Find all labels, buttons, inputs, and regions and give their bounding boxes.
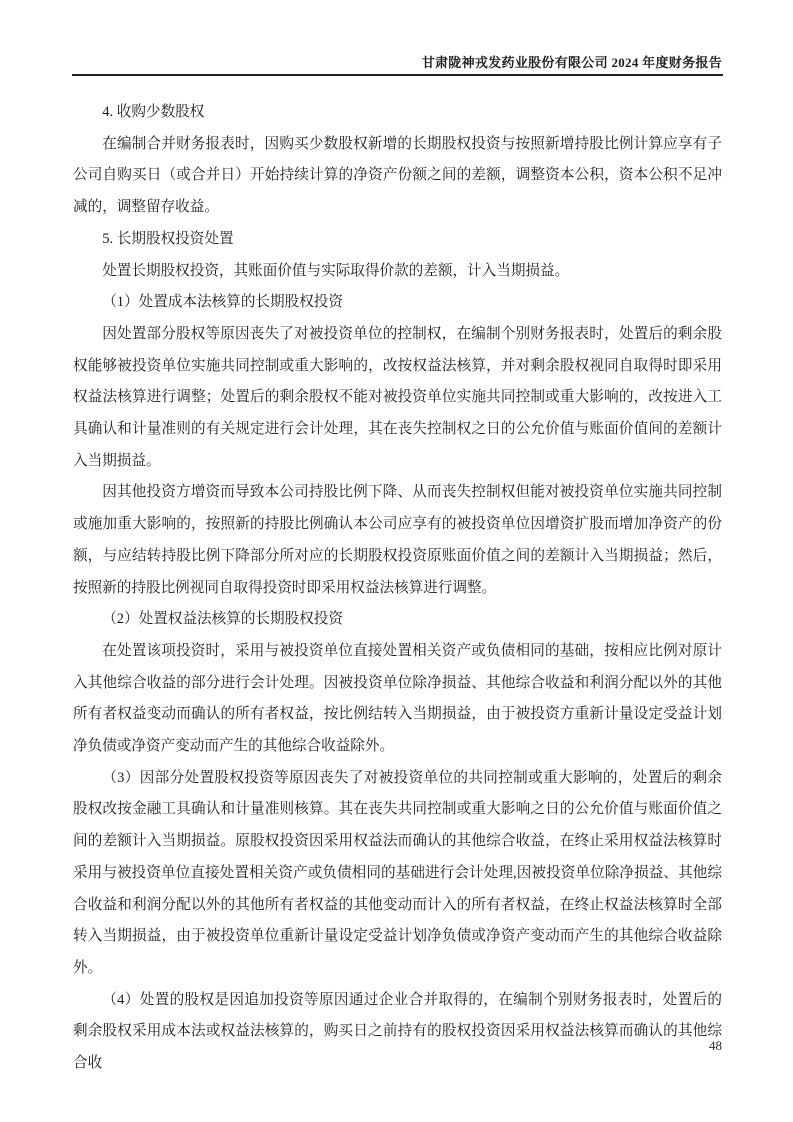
paragraph-joint-control-loss: （3）因部分处置股权投资等原因丧失了对被投资单位的共同控制或重大影响的，处置后的剩余股权改按金融工具确认和计量准则核算。其在丧失共同控制或重大影响之日的公允价值与账面价值之间的差额计入当期损益。原股权投资因采用权益法而确认的其他综合收益，在终止采用权益法核算时采用与被投资单位直接处置相关资产或负债相同的基础进行会计处理,因被投资单位除净损益、其他综合收益和利润分配以外的其他所有者权益的其他变动而计入的所有者权益，在终止权益法核算时全部转入当期损益，由于被投资单位重新计量设定受益计划净负债或净资产变动而产生的其他综合收益除外。 bbox=[73, 769, 722, 976]
subsection-heading-cost-method: （1）处置成本法核算的长期股权投资 bbox=[102, 294, 343, 311]
paragraph-cost-method-control-loss: 因处置部分股权等原因丧失了对被投资单位的控制权，在编制个别财务报表时，处置后的剩余股权能够被投资单位实施共同控制或重大影响的，改按权益法核算，并对剩余股权视同自取得时即采用权益法核算进行调整；处置后的剩余股权不能对被投资单位实施共同控制或重大影响的，改按进入工具确认和计量准则的有关规定进行会计处理，其在丧失控制权之日的公允价值与账面价值间的差额计入当期损益。 bbox=[73, 325, 722, 469]
subsection-heading-equity-method: （2）处置权益法核算的长期股权投资 bbox=[102, 611, 343, 628]
paragraph-equity-method-disposal: 在处置该项投资时，采用与被投资单位直接处置相关资产或负债相同的基础，按相应比例对原计入其他综合收益的部分进行会计处理。因被投资单位除净损益、其他综合收益和利润分配以外的其他所有者权益变动而确认的所有者权益，按比例结转入当期损益，由于被投资方重新计量设定受益计划净负债或净资产变动而产生的其他综合收益除外。 bbox=[73, 642, 722, 755]
document-body bbox=[73, 97, 722, 1080]
paragraph-business-combination-disposal: （4）处置的股权是因追加投资等原因通过企业合并取得的，在编制个别财务报表时，处置后的剩余股权采用成本法或权益法核算的，购买日之前持有的股权投资因采用权益法核算而确认的其他综合收 bbox=[73, 991, 722, 1072]
paragraph-shareholding-dilution: 因其他投资方增资而导致本公司持股比例下降、从而丧失控制权但能对被投资单位实施共同控制或施加重大影响的，按照新的持股比例确认本公司应享有的被投资单位因增资扩股而增加净资产的份额，与应结转持股比例下降部分所对应的长期股权投资原账面价值之间的差额计入当期损益；然后，按照新的持股比例视同自取得投资时即采用权益法核算进行调整。 bbox=[73, 484, 722, 596]
section-heading-equity-disposal: 5. 长期股权投资处置 bbox=[102, 230, 234, 247]
paragraph-disposal-intro: 处置长期股权投资，其账面价值与实际取得价款的差额，计入当期损益。 bbox=[102, 262, 570, 279]
section-heading-minority-acquisition: 4. 收购少数股权 bbox=[102, 104, 205, 120]
paragraph-minority-acquisition: 在编制合并财务报表时，因购买少数股权新增的长期股权投资与按照新增持股比例计算应享有子公司自购买日（或合并日）开始持续计算的净资产份额之间的差额，调整资本公积，资本公积不足冲减的，调整留存收益。 bbox=[73, 135, 722, 216]
report-title: 甘肃陇神戎发药业股份有限公司 2024 年度财务报告 bbox=[421, 55, 722, 70]
page-number: 48 bbox=[709, 1038, 722, 1053]
header-divider bbox=[72, 74, 723, 76]
report-header bbox=[73, 52, 722, 71]
